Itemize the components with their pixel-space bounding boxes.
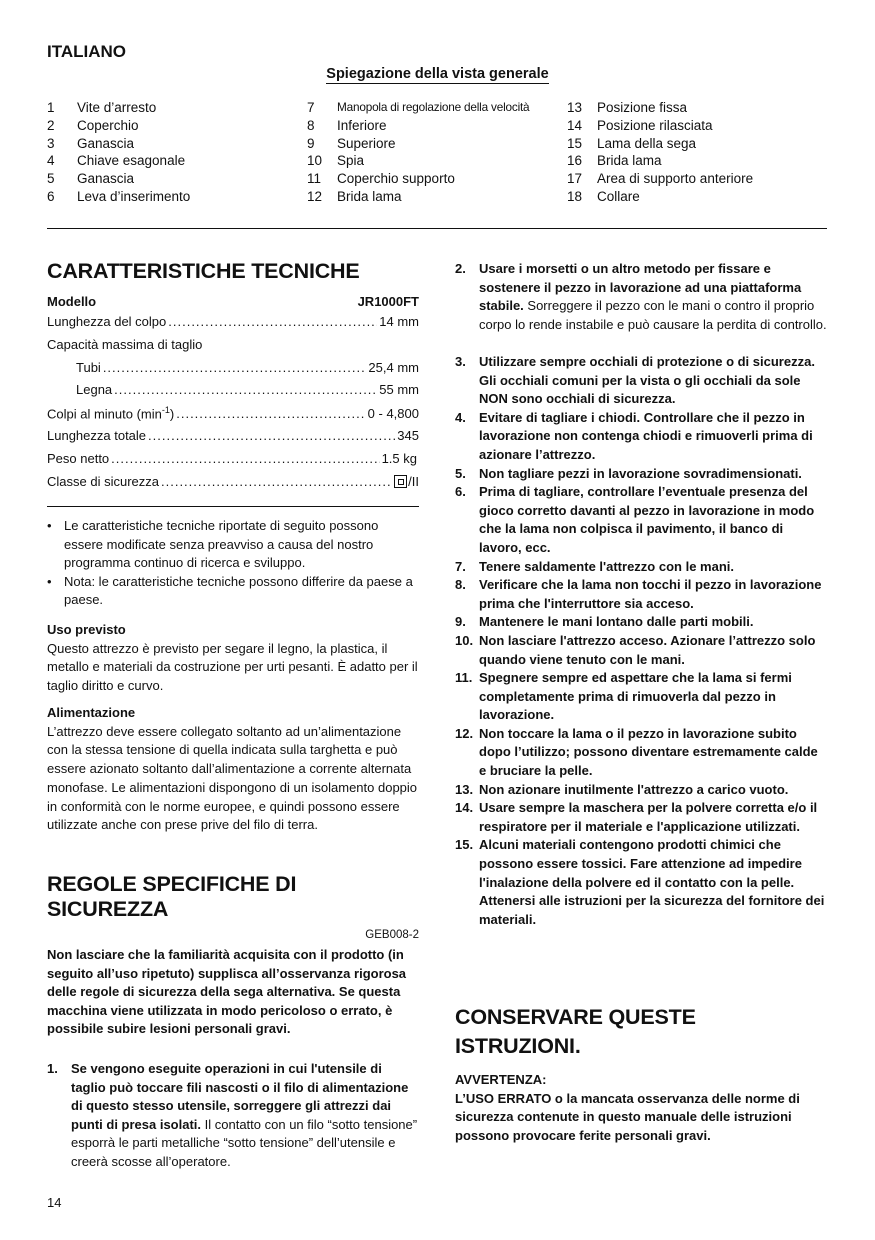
weight-label: Peso netto	[47, 451, 110, 466]
legend-label: Inferiore	[337, 117, 387, 133]
wood-row	[76, 382, 419, 397]
legend-label: Vite d’arresto	[77, 100, 157, 115]
page-number: 14	[47, 1195, 62, 1210]
leader-dots	[114, 382, 377, 397]
stroke-value: 14 mm	[379, 314, 419, 329]
intended-use-title: Uso previsto	[47, 622, 126, 637]
item-text: Non azionare inutilmente l'attrezzo a carico vuoto.	[479, 781, 789, 797]
specs-table	[47, 294, 419, 494]
spm-label: Colpi al minuto $(\min^{-1})$	[47, 405, 175, 422]
leader-dots	[111, 451, 379, 466]
capacity-label: Capacità massima di taglio	[47, 337, 203, 352]
intended-use-section	[47, 621, 419, 696]
keep-title: CONSERVARE QUESTE ISTRUZIONI.	[455, 1005, 696, 1058]
legend-item	[307, 99, 529, 117]
class-row	[47, 474, 419, 489]
spm-row	[47, 405, 419, 421]
item-number: 12.	[455, 725, 474, 741]
legend-item	[567, 99, 753, 117]
safety-items-list	[455, 353, 827, 929]
safety-item	[455, 799, 827, 836]
warning-title: AVVERTENZA:	[455, 1072, 547, 1087]
legend-label: Coperchio supporto	[337, 171, 455, 187]
legend-item	[307, 170, 529, 188]
model-label: Modello	[47, 294, 97, 309]
legend-item	[567, 117, 753, 135]
legend-item	[307, 152, 529, 170]
safety-item	[455, 613, 827, 632]
legend-label: Ganascia	[77, 171, 135, 187]
safety-code: GEB008-2	[365, 929, 419, 941]
legend-number: 15	[567, 135, 583, 151]
note-item	[47, 573, 419, 610]
item-text: Alcuni materiali contengono prodotti chimici che possono essere tossici. Fare attenzione ad impedire l'inalazione della polvere ed il contatto con la pelle. Attenersi alle istruzioni per la sicurezza del fornitore dei materiali.	[479, 837, 825, 927]
length-label: Lunghezza totale	[47, 428, 147, 443]
safety-item	[455, 353, 827, 409]
legend-column-1	[47, 99, 190, 206]
item-number: 11.	[455, 670, 473, 686]
item-number: 13.	[455, 781, 474, 797]
legend-label: Superiore	[337, 135, 396, 151]
safety-item	[455, 558, 827, 577]
power-section	[47, 704, 419, 835]
legend-number: 4	[47, 153, 55, 169]
item-text: Mantenere le mani lontano dalle parti mobili.	[479, 614, 754, 630]
wood-label: Legna	[76, 382, 113, 397]
legend-number: 8	[307, 117, 315, 133]
weight-row	[47, 451, 417, 466]
legend-number: 17	[567, 171, 583, 187]
legend-column-3	[567, 99, 753, 206]
legend-number: 2	[47, 117, 55, 133]
note-text: Le caratteristiche tecniche riportate di seguito possono essere modificate senza preavviso a causa del nostro programma continuo di ricerca e sviluppo.	[64, 518, 379, 570]
legend-item	[307, 188, 529, 206]
item-text: Verificare che la lama non tocchi il pezzo in lavorazione prima che l'interruttore sia acceso.	[479, 577, 822, 611]
leader-dots	[161, 474, 392, 489]
legend-item	[47, 99, 190, 117]
item-number: 6.	[455, 484, 466, 500]
item-text: Utilizzare sempre occhiali di protezione o di sicurezza. Gli occhiali comuni per la vista o gli occhiali da sole NON sono occhiali di sicurezza.	[479, 354, 815, 407]
power-title: Alimentazione	[47, 705, 136, 720]
item-text: Non toccare la lama o il pezzo in lavorazione subito dopo l’utilizzo; possono diventare estremamente calde e bruciare la pelle.	[479, 725, 818, 779]
legend-label: Coperchio	[77, 117, 139, 133]
intended-use-text: Questo attrezzo è previsto per segare il legno, la plastica, il metallo e materiali da costruzione per urti pesanti. È adatto per il taglio diritto e curvo.	[47, 640, 418, 694]
legend-label: Ganascia	[77, 135, 135, 151]
leader-dots	[176, 406, 365, 421]
item-number: 5.	[455, 465, 466, 481]
safety-item	[455, 632, 827, 669]
weight-value: 1.5 kg	[381, 451, 417, 466]
legend-item	[47, 117, 190, 135]
bullet-icon: •	[47, 573, 52, 589]
item-number: 4.	[455, 409, 466, 425]
safety-item	[455, 669, 827, 725]
pipes-label: Tubi	[76, 360, 101, 375]
pipes-row	[76, 360, 419, 375]
pipes-value: 25,4 mm	[368, 360, 419, 375]
legend-number: 6	[47, 188, 55, 204]
item-text: Tenere saldamente l'attrezzo con le mani.	[479, 558, 734, 574]
safety-item	[455, 483, 827, 557]
power-text: L’attrezzo deve essere collegato soltanto ad un’alimentazione con la stessa tensione di quella indicata sulla targhetta e può essere azionato soltanto dall’alimentazione a corrente alternata monofase. Le alimentazioni dispongono di un isolamento doppio in conformità con le norme europee, e quindi possono essere utilizzate anche con prese prive del filo di terra.	[47, 723, 418, 833]
safety-item-1: 1. Se vengono eseguite operazioni in cui l'utensile di taglio può toccare fili nascosti o il filo di alimentazione di questo stesso utensile, sorreggere gli attrezzi dai punti di presa isolati. Il contatto con un filo “sotto tensione” esporrà le parti metalliche “sotto tensione” dell’utensile e creerà scosse all’operatore.	[47, 1061, 418, 1169]
legend-label: Chiave esagonale	[77, 153, 186, 169]
specs-notes	[47, 517, 419, 610]
legend-number: 1	[47, 100, 55, 115]
item-number: 8.	[455, 577, 466, 593]
legend-item	[47, 170, 190, 188]
leader-dots	[148, 428, 395, 443]
legend-item	[567, 135, 753, 153]
safety-title: REGOLE SPECIFICHE DI SICUREZZA	[47, 872, 297, 921]
class-value: /II	[394, 474, 419, 489]
item-number: 15.	[455, 837, 474, 853]
legend-number: 10	[307, 153, 323, 169]
language-heading: ITALIANO	[47, 42, 127, 61]
warning-section	[455, 1071, 827, 1145]
stroke-row	[47, 314, 419, 329]
legend-item	[47, 152, 190, 170]
legend-label: Area di supporto anteriore	[597, 171, 754, 187]
legend-item	[47, 188, 190, 206]
legend-label: Spia	[337, 153, 365, 169]
leader-dots	[103, 360, 367, 375]
item-text: Usare sempre la maschera per la polvere corretta e/o il respiratore per il materiale e l'applicazione utilizzati.	[479, 800, 818, 834]
note-text: Nota: le caratteristiche tecniche possono differire da paese a paese.	[64, 573, 413, 607]
spm-value: 0 - 4,800	[367, 406, 419, 422]
legend-number: 12	[307, 188, 323, 204]
legend-item	[47, 135, 190, 153]
model-value: JR1000FT	[357, 294, 419, 309]
legend-label: Posizione rilasciata	[597, 117, 713, 133]
item-text: Prima di tagliare, controllare l’eventuale presenza del gioco corretto davanti al pezzo in lavorazione in modo che la lama non colpisca il pavimento, il banco di lavoro, ecc.	[479, 484, 815, 555]
safety-item	[455, 465, 827, 484]
legend-label: Brida lama	[597, 153, 662, 169]
note-item	[47, 517, 419, 573]
legend-label: Manopola di regolazione della velocità	[337, 100, 530, 114]
legend-number: 16	[567, 153, 583, 169]
legend-item	[307, 135, 529, 153]
item-number: 7.	[455, 558, 466, 574]
warning-text: L’USO ERRATO o la mancata osservanza delle norme di sicurezza contenute in questo manuale delle istruzioni possono provocare ferite personali gravi.	[455, 1090, 800, 1143]
legend-item	[307, 117, 529, 135]
legend-label: Posizione fissa	[597, 100, 688, 115]
legend-number: 13	[567, 100, 583, 115]
model-row	[47, 294, 419, 309]
legend-number: 9	[307, 135, 315, 151]
legend-item	[567, 188, 753, 206]
item-text: Non tagliare pezzi in lavorazione sovradimensionati.	[479, 465, 802, 481]
item-number: 9.	[455, 614, 466, 630]
legend-number: 18	[567, 188, 583, 204]
safety-item	[455, 576, 827, 613]
legend-column-2	[307, 99, 529, 206]
legend-number: 7	[307, 100, 315, 115]
specs-divider	[47, 506, 419, 507]
overview-title: Spiegazione della vista generale	[326, 66, 549, 82]
class-label: Classe di sicurezza	[47, 474, 159, 489]
safety-item	[455, 409, 827, 465]
legend-item	[567, 170, 753, 188]
item-number: 3.	[455, 354, 466, 369]
legend-number: 11	[307, 171, 322, 187]
legend-label: Brida lama	[337, 188, 402, 204]
length-row	[47, 428, 419, 443]
bullet-icon: •	[47, 518, 52, 533]
legend-label: Leva d’inserimento	[77, 188, 191, 204]
legend-number: 14	[567, 117, 583, 133]
safety-intro: Non lasciare che la familiarità acquisita con il prodotto (in seguito all’uso ripetuto) supplisca all’osservanza rigorosa delle regole di sicurezza della sega alternativa. Se questa macchina viene utilizzata in modo pericoloso o errato, è possibile subire lesioni personali gravi.	[47, 947, 407, 1037]
safety-item-2: 2. Usare i morsetti o un altro metodo per fissare e sostenere il pezzo in lavorazione ad una piattaforma stabile. Sorreggere il pezzo con le mani o contro il proprio corpo lo rende instabile e può causare la perdita di controllo.	[455, 261, 827, 332]
legend-number: 5	[47, 171, 55, 187]
safety-item	[455, 781, 827, 800]
specs-title: CARATTERISTICHE TECNICHE	[47, 259, 360, 283]
stroke-label: Lunghezza del colpo	[47, 314, 167, 329]
section-divider	[47, 228, 827, 229]
safety-item	[455, 836, 827, 929]
legend-item	[567, 152, 753, 170]
legend-number: 3	[47, 135, 55, 151]
item-number: 10.	[455, 632, 474, 648]
double-insulation-icon	[394, 475, 407, 488]
item-text: Non lasciare l'attrezzo acceso. Azionare l’attrezzo solo quando viene tenuto con le mani.	[479, 632, 816, 667]
item-text: Spegnere sempre ed aspettare che la lama si fermi completamente prima di rimuoverla dal pezzo in lavorazione.	[479, 670, 792, 723]
length-value: 345	[397, 428, 419, 443]
item-text: Evitare di tagliare i chiodi. Controllare che il pezzo in lavorazione non contenga chiodi e rimuoverli prima di azionare l’attrezzo.	[479, 409, 813, 462]
legend-label: Lama della sega	[597, 135, 697, 151]
safety-item	[455, 725, 827, 781]
wood-value: 55 mm	[379, 382, 419, 397]
legend-label: Collare	[597, 188, 640, 204]
leader-dots	[168, 314, 377, 329]
item-number: 14.	[455, 800, 474, 816]
